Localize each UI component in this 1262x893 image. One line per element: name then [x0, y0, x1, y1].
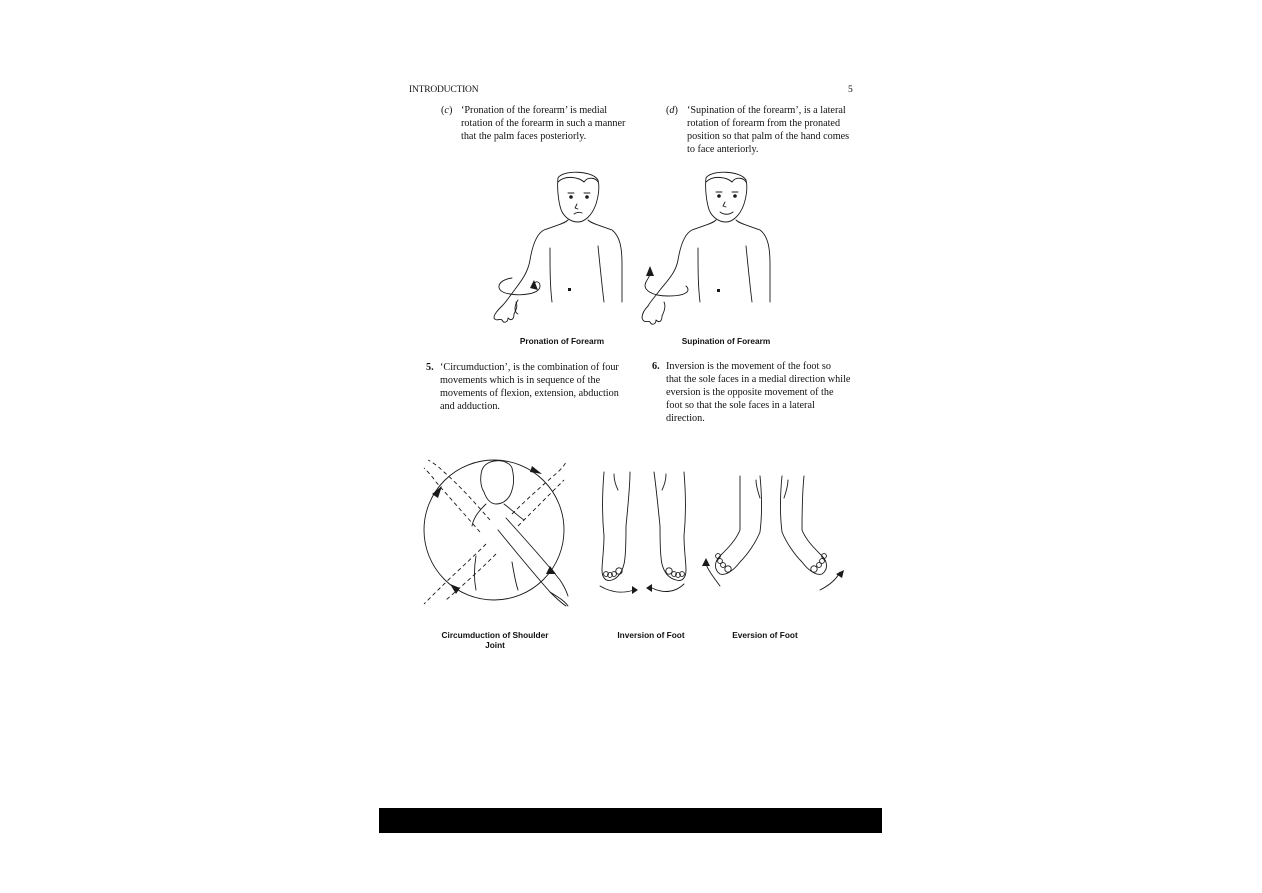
black-footer-bar	[379, 808, 882, 833]
item-d-text	[687, 104, 855, 156]
eversion-right-leg	[781, 476, 827, 574]
caption-line: Joint	[485, 640, 505, 650]
text-line: that the palm faces posteriorly.	[461, 131, 587, 142]
circumduction-caption	[428, 630, 562, 650]
inversion-right-leg	[654, 472, 686, 581]
circumduction-figure	[472, 461, 524, 590]
eversion-caption: Eversion of Foot	[732, 630, 798, 640]
text-line: eversion is the opposite movement of the	[666, 387, 834, 398]
supination-head	[706, 172, 747, 222]
supination-hand	[642, 302, 665, 324]
pronation-caption: Pronation of Forearm	[519, 336, 605, 346]
caption-line: Circumduction of Shoulder	[441, 630, 549, 640]
pronation-rotation-arrow	[499, 278, 540, 295]
pronation-illustration	[488, 168, 638, 330]
supination-caption: Supination of Forearm	[681, 336, 771, 346]
text-line: rotation of forearm from the pronated	[687, 118, 841, 129]
item-c-text	[461, 104, 629, 143]
item-5-number: 5.	[426, 362, 434, 373]
text-line: and adduction.	[440, 401, 500, 412]
text-line: Inversion is the movement of the foot so	[666, 361, 831, 372]
supination-torso	[648, 220, 770, 306]
item-6-number: 6.	[652, 361, 660, 372]
eversion-illustration	[700, 472, 848, 596]
item-5-text	[440, 361, 629, 413]
item-6-text	[666, 360, 855, 425]
page-number: 5	[848, 85, 853, 95]
text-line: ‘Circumduction’, is the combination of four	[440, 362, 619, 373]
text-line: position so that palm of the hand comes	[687, 131, 850, 142]
pronation-torso	[502, 220, 622, 306]
eversion-left-leg	[716, 476, 762, 574]
running-header-chapter: INTRODUCTION	[409, 85, 479, 95]
text-line: foot so that the sole faces in a lateral	[666, 400, 815, 411]
inversion-illustration	[596, 466, 692, 598]
circumduction-illustration	[420, 456, 572, 614]
text-line: ‘Pronation of the forearm’ is medial	[461, 105, 608, 116]
item-d-marker: (d)	[666, 105, 678, 116]
circumduction-circle	[424, 460, 564, 600]
text-line: movements of flexion, extension, abduction	[440, 388, 619, 399]
text-line: direction.	[666, 413, 705, 424]
pronation-head	[558, 172, 599, 222]
supination-rotation-arrow	[645, 266, 688, 296]
inversion-caption: Inversion of Foot	[617, 630, 685, 640]
text-line: movements which is in sequence of the	[440, 375, 601, 386]
text-line: that the sole faces in a medial direction while	[666, 374, 851, 385]
pronation-hand	[494, 300, 518, 322]
circumduction-arrows	[432, 466, 556, 594]
item-c-marker: (c)	[441, 105, 453, 116]
inversion-arrows	[600, 584, 684, 594]
text-line: to face anteriorly.	[687, 144, 759, 155]
circumduction-arm-solid	[498, 518, 568, 606]
text-line: ‘Supination of the forearm’, is a lateral	[687, 105, 846, 116]
inversion-left-leg	[602, 472, 630, 581]
text-line: rotation of the forearm in such a manner	[461, 118, 626, 129]
supination-illustration	[638, 168, 788, 330]
